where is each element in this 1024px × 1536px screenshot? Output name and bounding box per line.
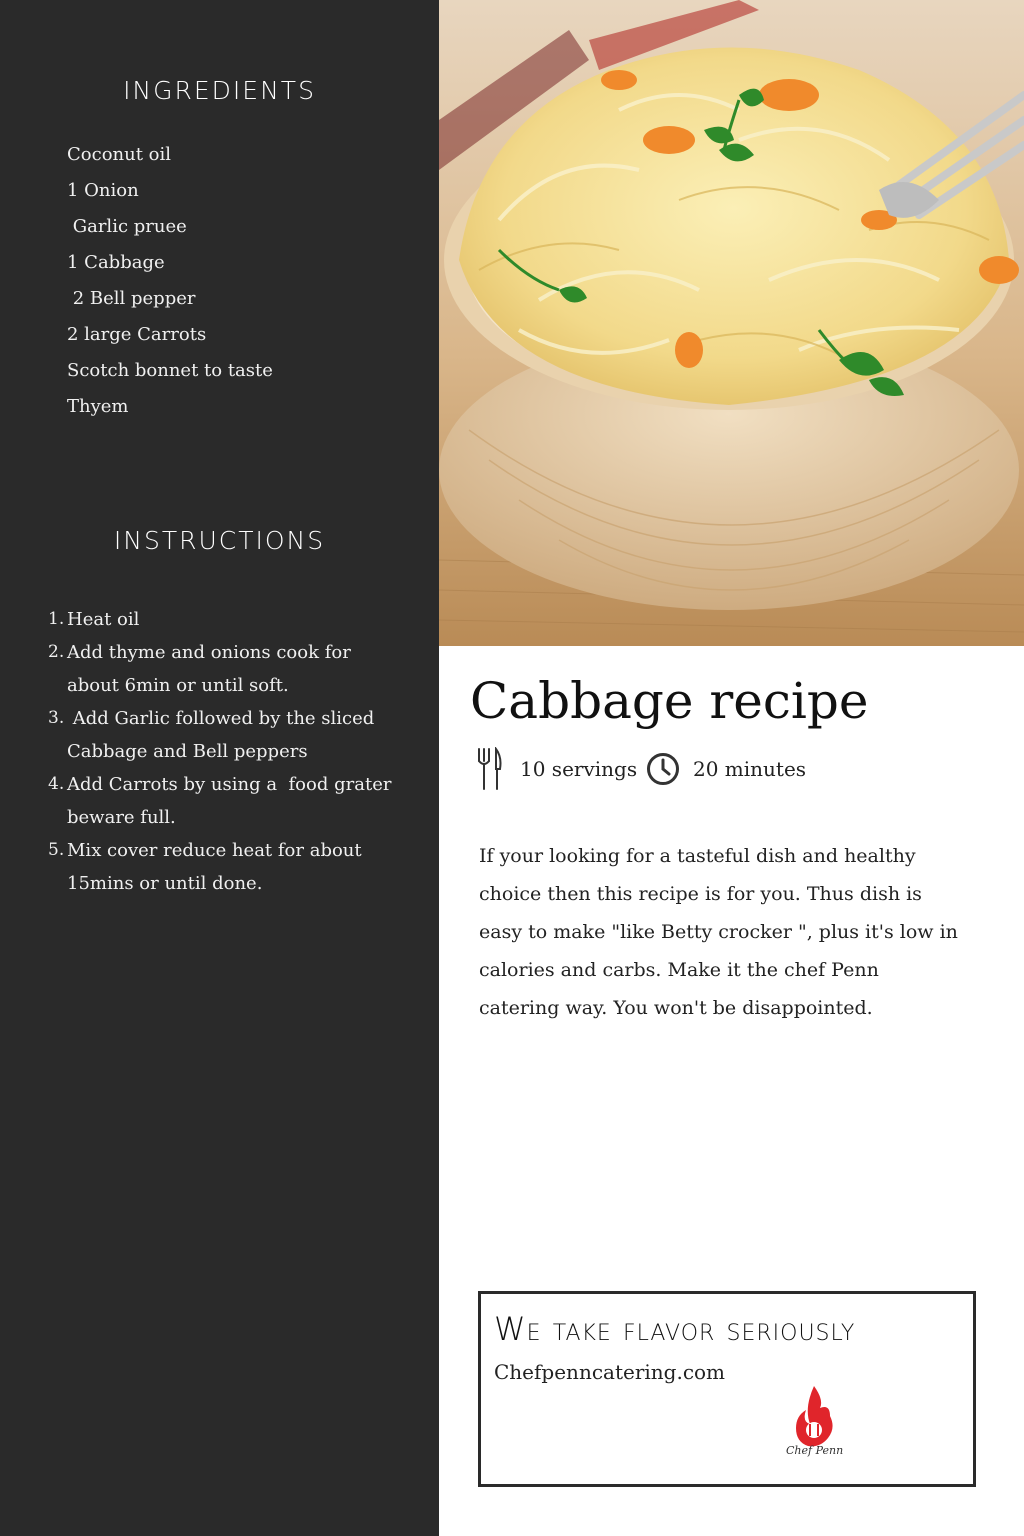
time-text: 20 minutes xyxy=(693,757,807,781)
instructions-list xyxy=(48,603,398,900)
step-number: 4. xyxy=(48,774,65,794)
servings-text: 10 servings xyxy=(520,757,638,781)
ingredient-item: Scotch bonnet to taste xyxy=(67,360,273,381)
recipe-title: Cabbage recipe xyxy=(470,672,869,730)
ingredient-item: 1 Cabbage xyxy=(67,252,165,273)
clock-icon xyxy=(646,752,680,786)
sidebar xyxy=(0,0,439,1536)
instruction-step xyxy=(48,834,393,900)
hero-photo xyxy=(439,0,1024,646)
step-number: 2. xyxy=(48,642,65,662)
servings-meta xyxy=(476,748,637,790)
instructions-heading: INSTRUCTIONS xyxy=(113,526,326,555)
ingredient-item: 2 Bell pepper xyxy=(67,288,196,309)
instruction-step xyxy=(48,768,398,834)
step-text: Heat oil xyxy=(67,609,140,630)
tagline: We take flavor seriously xyxy=(494,1310,856,1348)
time-meta xyxy=(646,748,806,790)
ingredients-heading: INGREDIENTS xyxy=(123,76,316,105)
ingredient-item: Thyem xyxy=(67,396,129,417)
website-link[interactable]: Chefpenncatering.com xyxy=(494,1360,726,1384)
instruction-step xyxy=(48,603,393,636)
ingredient-item: 1 Onion xyxy=(67,180,139,201)
logo-text: Chef Penn xyxy=(786,1444,844,1457)
step-number: 5. xyxy=(48,840,65,860)
step-number: 3. xyxy=(48,708,65,728)
step-text: Mix cover reduce heat for about 15mins or until done. xyxy=(67,840,362,894)
step-text: Add thyme and onions cook for about 6min or until soft. xyxy=(67,642,351,696)
instruction-step xyxy=(48,702,393,768)
ingredient-item: 2 large Carrots xyxy=(67,324,207,345)
step-text: Add Garlic followed by the sliced Cabbage and Bell peppers xyxy=(67,708,381,762)
step-number: 1. xyxy=(48,609,65,629)
instruction-step xyxy=(48,636,393,702)
step-text: Add Carrots by using a food grater beware full. xyxy=(67,774,398,828)
fork-knife-icon xyxy=(476,747,504,791)
recipe-description: If your looking for a tasteful dish and healthy choice then this recipe is for you. Thus dish is easy to make "like Betty crocker ", plus it's low in calories and carbs. Make it the chef Penn catering way. You won't be disappointed. xyxy=(479,845,958,1019)
cabbage-bowl-illustration xyxy=(439,0,1024,646)
ingredients-list xyxy=(67,140,273,428)
promo-box xyxy=(478,1291,976,1487)
ingredient-item: Coconut oil xyxy=(67,144,172,165)
ingredient-item: Garlic pruee xyxy=(67,216,187,237)
